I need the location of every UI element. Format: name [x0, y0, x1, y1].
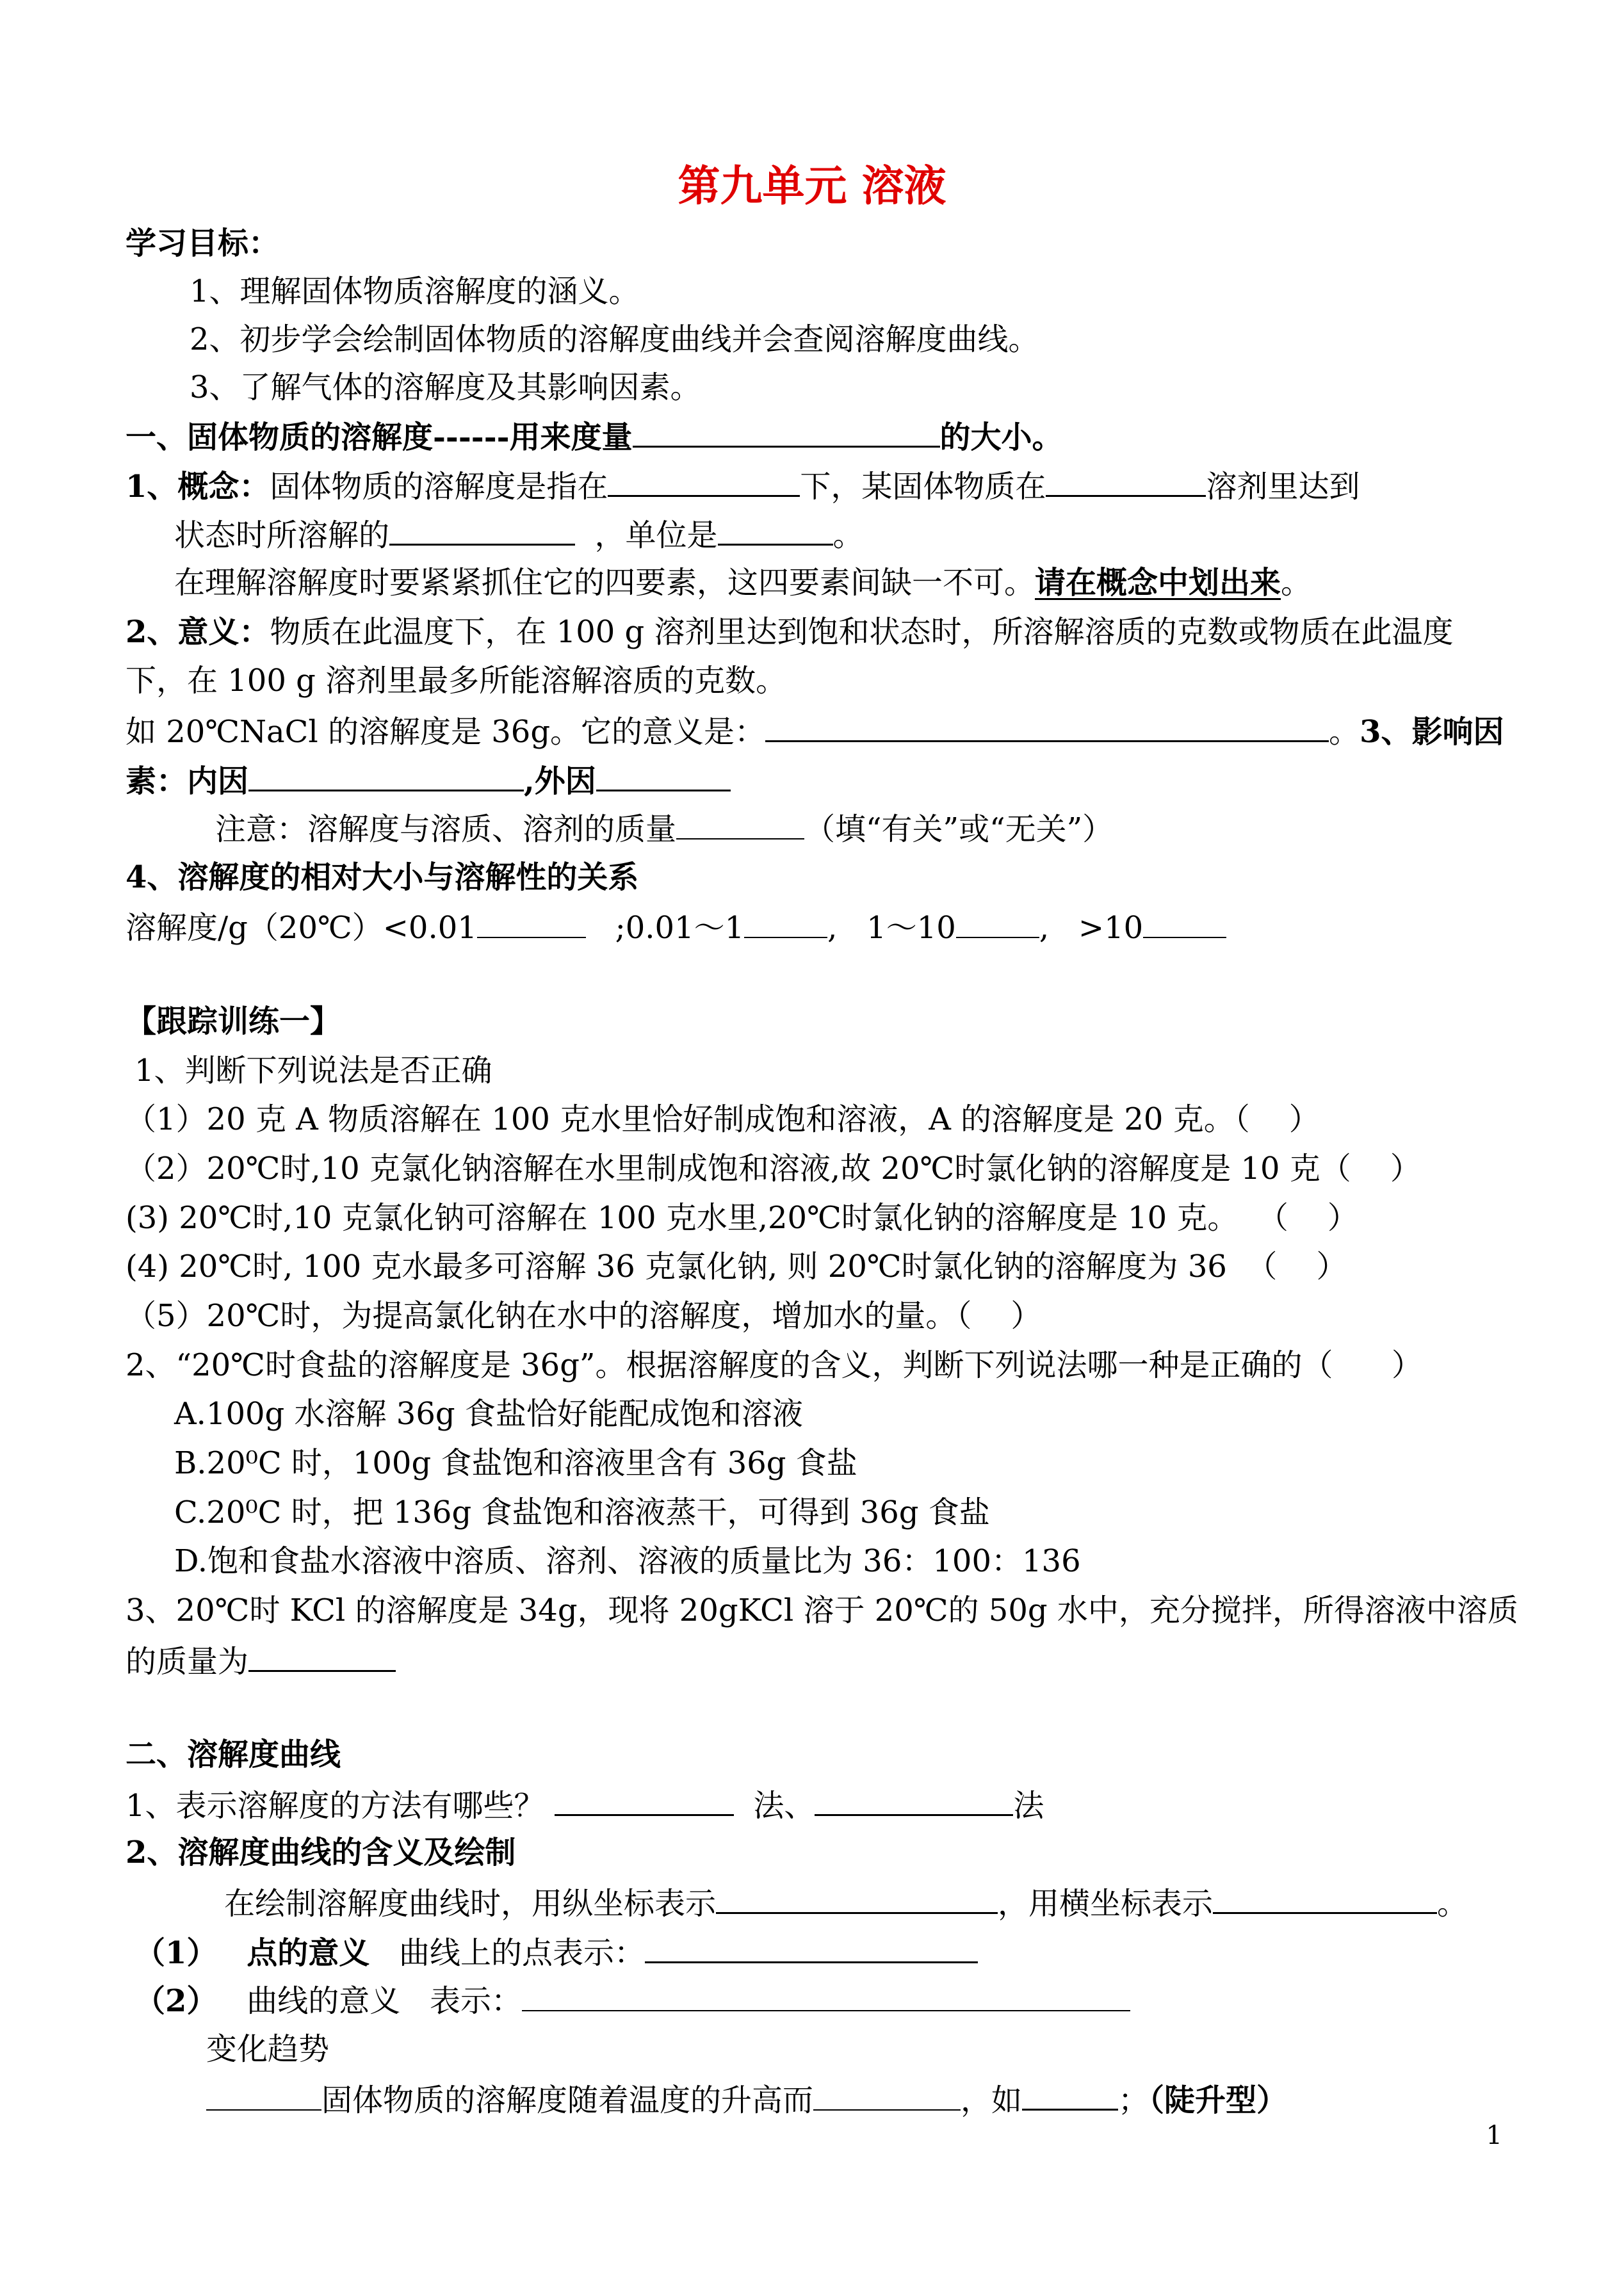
question-item: (3) 20℃时,10 克氯化钠可溶解在 100 克水里,20℃时氯化钠的溶解度是 10 克。 （ ） — [126, 1200, 1358, 1236]
blank-field[interactable] — [633, 416, 940, 448]
question-item: （1）20 克 A 物质溶解在 100 克水里恰好制成饱和溶液，A 的溶解度是 20 克。（ ） — [126, 1101, 1320, 1137]
blank-field[interactable] — [744, 907, 827, 938]
blank-field[interactable] — [718, 514, 833, 546]
concept-line: 1、概念：固体物质的溶解度是指在 下，某固体物质在 溶剂里达到 — [126, 466, 1360, 506]
concept-line: 状态时所溶解的 ，单位是 。 — [174, 514, 864, 555]
blank-field[interactable] — [815, 1785, 1013, 1816]
option-item: D.饱和食盐水溶液中溶质、溶剂、溶液的质量比为 36：100：136 — [174, 1543, 1081, 1579]
question-item: （2）20℃时,10 克氯化钠溶解在水里制成饱和溶液,故 20℃时氯化钠的溶解度是 10 克（ ） — [126, 1151, 1421, 1187]
question-item: (4) 20℃时, 100 克水最多可溶解 36 克氯化钠, 则 20℃时氯化钠的溶解度为 36 （ ） — [126, 1249, 1347, 1285]
option-item: B.20⁰C 时，100g 食盐饱和溶液里含有 36g 食盐 — [174, 1445, 857, 1481]
objective-item: 2、初步学会绘制固体物质的溶解度曲线并会查阅溶解度曲线。 — [190, 321, 1039, 357]
blank-field[interactable] — [645, 1932, 978, 1963]
draw-line: 在绘制溶解度曲线时，用纵坐标表示 ，用横坐标表示 。 — [224, 1883, 1468, 1923]
section2-heading: 二、溶解度曲线 — [126, 1737, 341, 1772]
concept-note: 在理解溶解度时要紧紧抓住它的四要素，这四要素间缺一不可。请在概念中划出来。 — [174, 565, 1312, 601]
relation-heading: 4、溶解度的相对大小与溶解性的关系 — [126, 859, 639, 895]
option-item: A.100g 水溶解 36g 食盐恰好能配成饱和溶液 — [174, 1396, 803, 1432]
question-stem: 1、判断下列说法是否正确 — [134, 1053, 492, 1089]
page-title: 第九单元 溶液 — [678, 161, 946, 211]
blank-field[interactable] — [522, 1981, 1130, 2011]
blank-field[interactable] — [596, 760, 731, 791]
curve-meaning-line: （2） 曲线的意义 表示： — [134, 1981, 1130, 2020]
blank-field[interactable] — [248, 760, 524, 791]
blank-field[interactable] — [248, 1641, 396, 1672]
blank-field[interactable] — [1143, 907, 1226, 938]
option-item: C.20⁰C 时，把 136g 食盐饱和溶液蒸干，可得到 36g 食盐 — [174, 1495, 990, 1530]
blank-field[interactable] — [608, 466, 800, 497]
blank-field[interactable] — [1046, 466, 1206, 497]
training-heading: 【跟踪训练一】 — [126, 1003, 341, 1039]
blank-field[interactable] — [206, 2080, 321, 2111]
blank-field[interactable] — [389, 514, 575, 546]
point-meaning-line: （1） 点的意义 曲线上的点表示： — [134, 1932, 978, 1972]
blank-field[interactable] — [956, 907, 1039, 938]
question-stem: 3、20℃时 KCl 的溶解度是 34g，现将 20gKCl 溶于 20℃的 50g 水中，充分搅拌，所得溶液中溶质 — [126, 1593, 1518, 1628]
blank-field[interactable] — [1022, 2079, 1118, 2111]
blank-field[interactable] — [765, 711, 1329, 742]
blank-field[interactable] — [555, 1785, 734, 1816]
example-line: 如 20℃NaCl 的溶解度是 36g。它的意义是： 。3、影响因 — [126, 711, 1504, 751]
question-stem: 2、“20℃时食盐的溶解度是 36g”。根据溶解度的含义，判断下列说法哪一种是正确的（ ） — [126, 1347, 1423, 1383]
blank-field[interactable] — [813, 2080, 961, 2111]
question-line: 的质量为 — [126, 1641, 396, 1681]
blank-field[interactable] — [1213, 1883, 1437, 1914]
trend-label: 变化趋势 — [206, 2031, 330, 2067]
objective-item: 3、了解气体的溶解度及其影响因素。 — [190, 369, 701, 405]
page-number: 1 — [1486, 2121, 1502, 2150]
attention-line: 注意：溶解度与溶质、溶剂的质量 （填“有关”或“无关”） — [215, 809, 1113, 848]
objectives-heading: 学习目标： — [126, 225, 280, 261]
relation-line: 溶解度/g（20℃）<0.01 ;0.01～1 , 1～10 , >10 — [126, 907, 1226, 947]
section2-q2-heading: 2、溶解度曲线的含义及绘制 — [126, 1835, 516, 1870]
trend-line: 固体物质的溶解度随着温度的升高而 ，如 ；（陡升型） — [206, 2079, 1287, 2120]
section1-heading: 一、固体物质的溶解度------用来度量 的大小。 — [126, 416, 1063, 457]
meaning-line: 2、意义：物质在此温度下，在 100 g 溶剂里达到饱和状态时，所溶解溶质的克数或物质在此温度 — [126, 614, 1454, 650]
blank-field[interactable] — [676, 809, 804, 839]
objective-item: 1、理解固体物质溶解度的涵义。 — [190, 273, 640, 309]
factor-line: 素：内因 ,外因 — [126, 760, 731, 800]
question-item: （5）20℃时，为提高氯化钠在水中的溶解度，增加水的量。（ ） — [126, 1298, 1042, 1334]
meaning-line: 下，在 100 g 溶剂里最多所能溶解溶质的克数。 — [126, 663, 787, 699]
blank-field[interactable] — [716, 1883, 998, 1914]
section2-q1: 1、表示溶解度的方法有哪些？ 法、 法 — [126, 1785, 1044, 1825]
blank-field[interactable] — [477, 907, 586, 938]
